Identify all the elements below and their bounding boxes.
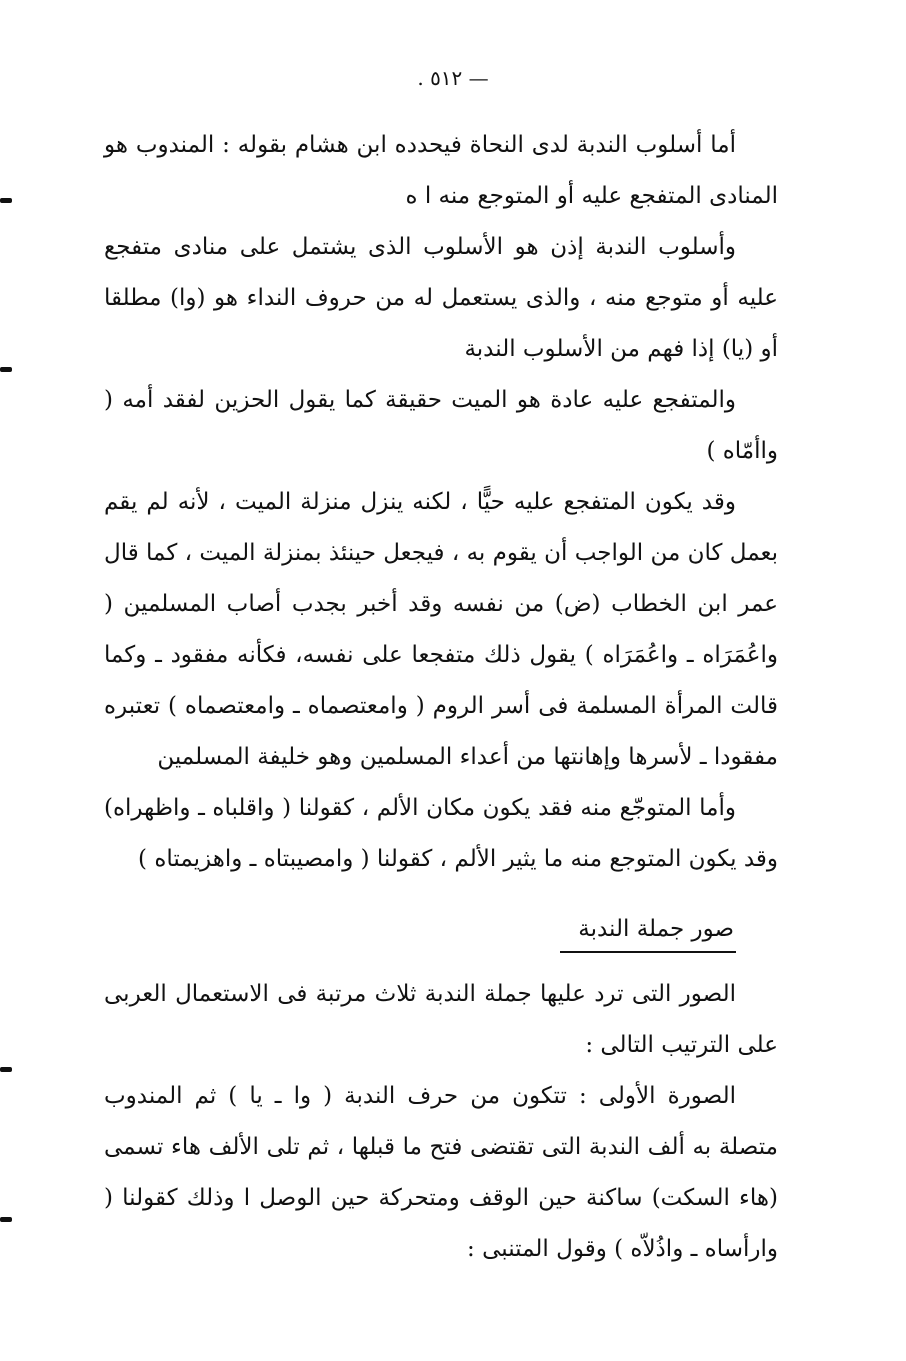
paragraph-style: وأسلوب الندبة إذن هو الأسلوب الذى يشتمل على منادى متفجع عليه أو متوجع منه ، والذى يستعمل له من حروف النداء هو (وا) مطلقا أو (يا) إذا فهم من الأسلوب الندبة [104,234,778,362]
body-text-top [104,120,778,885]
paragraph-definition: أما أسلوب الندبة لدى النحاة فيحدده ابن هشام بقوله : المندوب هو المنادى المتفجع عليه أو المتوجع منه ا ه [104,132,778,209]
binding-mark [0,367,12,372]
section-heading: صور جملة الندبة [560,909,736,953]
page-number: — ٥١٢ . [417,66,489,90]
binding-mark [0,198,12,203]
paragraph-living: وقد يكون المتفجع عليه حيًّا ، لكنه ينزل منزلة الميت ، لأنه لم يقم بعمل كان من الواجب أن يقوم به ، فيجعل حينئذ بمنزلة الميت ، كما قال عمر ابن الخطاب (ض) من نفسه وقد أخبر بجدب أصاب المسلمين ( واعُمَرَاه ـ واعُمَرَاه ) يقول ذلك متفجعا على نفسه، فكأنه مفقود ـ وكما قالت المرأة المسلمة فى أسر الروم ( وامعتصماه ـ وامعتصماه ) تعتبره مفقودا ـ لأسرها وإهانتها من أعداء المسلمين وهو خليفة المسلمين [104,489,778,770]
paragraph-first-form: الصورة الأولى : تتكون من حرف الندبة ( وا ـ يا ) ثم المندوب متصلة به ألف الندبة التى تقتضى فتح ما قبلها ، ثم تلى الألف هاء تسمى (هاء السكت) ساكنة حين الوقف ومتحركة حين الوصل ا وذلك كقولنا ( وارأساه ـ واذُلاّه ) وقول المتنبى : [104,1083,778,1262]
paragraph-pain: وأما المتوجّع منه فقد يكون مكان الألم ، كقولنا ( واقلباه ـ واظهراه) وقد يكون المتوجع منه ما يثير الألم ، كقولنا ( وامصيبتاه ـ واهزيمتاه ) [104,795,778,872]
binding-mark [0,1067,12,1072]
paragraph-deceased: والمتفجع عليه عادة هو الميت حقيقة كما يقول الحزين لفقد أمه ( واأمّاه ) [104,387,778,464]
body-text-bottom [104,904,778,1275]
binding-mark [0,1217,12,1222]
section-heading-wrap [104,904,778,955]
paragraph-forms-intro: الصور التى ترد عليها جملة الندبة ثلاث مرتبة فى الاستعمال العربى على الترتيب التالى : [104,981,778,1058]
